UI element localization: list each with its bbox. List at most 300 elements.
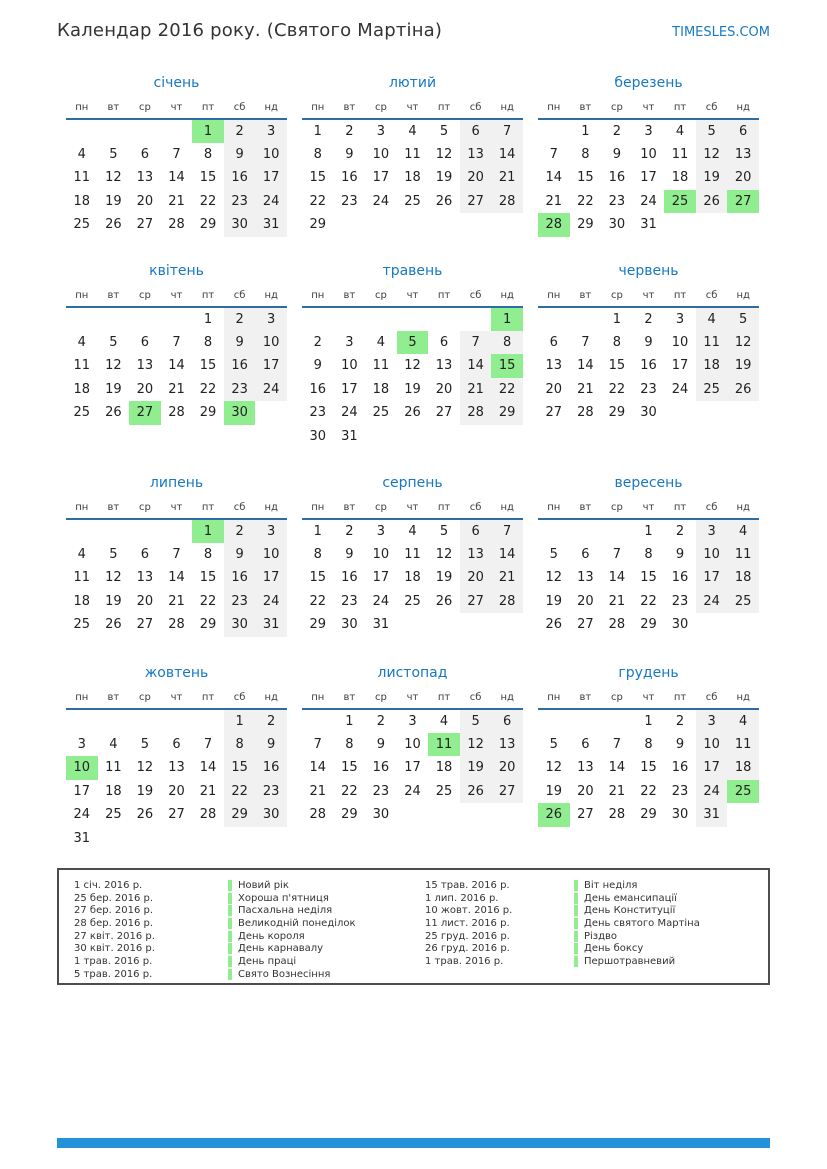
day-cell: 22	[341, 783, 358, 799]
month-block	[302, 261, 523, 473]
empty-cell	[98, 119, 130, 143]
empty-cell	[570, 307, 602, 331]
day-cell: 21	[168, 381, 185, 397]
day-cell: 9	[376, 736, 386, 752]
empty-cell	[66, 307, 98, 331]
day-cell: 18	[404, 170, 421, 186]
weekday-header: сб	[696, 98, 728, 119]
day-cell: 29	[199, 617, 217, 633]
legend-holiday-name: День праці	[238, 955, 297, 967]
day-cell: 19	[545, 593, 563, 609]
day-cell: 6	[140, 334, 150, 350]
legend-date: 15 трав. 2016 р.	[425, 879, 510, 891]
weekend-day-cell: 13	[460, 543, 492, 567]
weekend-day-cell: 19	[727, 354, 759, 378]
day-cell: 3	[77, 736, 86, 752]
day-cell: 5	[439, 523, 449, 539]
day-cell: 10	[372, 146, 390, 162]
weekend-day-cell: 5	[727, 307, 759, 331]
legend-row	[74, 892, 356, 905]
weekend-day-cell: 3	[255, 307, 287, 331]
day-cell: 24	[640, 193, 657, 209]
month-block	[66, 473, 287, 663]
weekend-day-cell: 27	[460, 590, 492, 614]
weekday-header: вт	[98, 688, 130, 709]
weekend-day-cell: 20	[491, 756, 523, 780]
day-cell: 4	[408, 523, 417, 539]
day-cell: 19	[105, 193, 122, 209]
weekend-day-cell: 17	[255, 566, 287, 590]
legend-date: 10 жовт. 2016 р.	[425, 905, 513, 917]
day-cell: 12	[545, 760, 563, 776]
weekend-day-cell: 29	[491, 401, 523, 425]
legend-date: 25 бер. 2016 р.	[74, 892, 154, 904]
day-cell: 18	[73, 593, 91, 609]
day-cell: 1	[313, 123, 322, 139]
holiday-marker-icon	[228, 880, 232, 891]
weekend-day-cell: 3	[696, 519, 728, 543]
empty-cell	[727, 613, 759, 637]
weekday-header: чт	[161, 98, 193, 119]
months-grid	[66, 73, 759, 850]
weekend-day-cell: 3	[255, 119, 287, 143]
empty-cell	[460, 213, 492, 237]
day-cell: 7	[549, 146, 558, 162]
day-cell: 11	[671, 146, 689, 162]
day-cell: 1	[313, 523, 322, 539]
holiday-marker-icon	[574, 956, 578, 967]
weekday-header: пн	[66, 98, 98, 119]
day-cell: 1	[644, 523, 653, 539]
day-cell: 20	[545, 381, 563, 397]
day-cell: 4	[376, 334, 386, 350]
day-cell: 25	[73, 405, 91, 421]
empty-cell	[538, 709, 570, 733]
month-title: квітень	[149, 263, 204, 279]
legend-date: 1 січ. 2016 р.	[74, 879, 143, 891]
legend-holiday-name: День карнавалу	[238, 943, 324, 955]
day-cell: 20	[435, 381, 453, 397]
day-cell: 9	[313, 358, 322, 374]
day-cell: 28	[309, 807, 327, 823]
weekday-header: вт	[570, 98, 602, 119]
weekend-day-cell: 12	[696, 143, 728, 167]
weekday-header: вт	[334, 286, 366, 307]
weekend-day-cell: 6	[727, 119, 759, 143]
weekday-header: вт	[98, 498, 130, 519]
day-cell: 14	[168, 170, 185, 186]
day-cell: 5	[549, 736, 558, 752]
site-link[interactable]: TIMESLES.COM	[672, 25, 770, 40]
day-cell: 8	[644, 546, 653, 562]
day-cell: 20	[136, 593, 154, 609]
weekend-day-cell: 26	[727, 378, 759, 402]
day-cell: 28	[577, 405, 594, 421]
weekend-day-cell: 10	[255, 543, 287, 567]
day-cell: 20	[168, 783, 185, 799]
weekday-header: сб	[460, 286, 492, 307]
day-cell: 18	[435, 760, 453, 776]
day-cell: 24	[341, 405, 358, 421]
weekend-day-cell: 13	[727, 143, 759, 167]
day-cell: 12	[105, 570, 122, 586]
day-cell: 17	[404, 760, 421, 776]
day-cell: 7	[172, 146, 181, 162]
day-cell: 1	[612, 311, 622, 327]
day-cell: 8	[203, 146, 213, 162]
holiday-day-cell: 5	[397, 331, 429, 355]
day-cell: 15	[199, 570, 217, 586]
day-cell: 12	[435, 146, 453, 162]
day-cell: 4	[77, 546, 86, 562]
empty-cell	[696, 213, 728, 237]
day-cell: 16	[608, 170, 626, 186]
weekend-day-cell: 20	[727, 166, 759, 190]
day-cell: 4	[77, 334, 86, 350]
weekend-day-cell: 8	[491, 331, 523, 355]
day-cell: 29	[640, 807, 657, 823]
day-cell: 5	[109, 546, 118, 562]
month-title: жовтень	[144, 665, 209, 681]
day-cell: 8	[313, 546, 322, 562]
weekend-day-cell: 14	[491, 143, 523, 167]
day-cell: 8	[612, 334, 622, 350]
day-cell: 25	[404, 193, 421, 209]
day-cell: 2	[675, 713, 685, 729]
weekday-header: ср	[129, 98, 161, 119]
empty-cell	[397, 425, 429, 449]
weekend-day-cell: 4	[727, 709, 759, 733]
empty-cell	[66, 119, 98, 143]
month-block	[302, 73, 523, 261]
day-cell: 10	[341, 358, 358, 374]
day-cell: 22	[309, 193, 327, 209]
day-cell: 22	[199, 381, 217, 397]
day-cell: 29	[577, 217, 594, 233]
weekend-day-cell: 10	[696, 733, 728, 757]
day-cell: 14	[545, 170, 563, 186]
day-cell: 26	[435, 193, 453, 209]
holiday-day-cell: 25	[664, 190, 696, 214]
empty-cell	[696, 613, 728, 637]
empty-cell	[302, 709, 334, 733]
holiday-marker-icon	[228, 956, 232, 967]
day-cell: 30	[309, 428, 327, 444]
holiday-marker-icon	[574, 918, 578, 929]
day-cell: 4	[77, 146, 86, 162]
weekday-header: ср	[365, 286, 397, 307]
day-cell: 21	[608, 593, 626, 609]
day-cell: 21	[309, 783, 327, 799]
day-cell: 13	[545, 358, 563, 374]
day-cell: 4	[408, 123, 417, 139]
day-cell: 28	[168, 217, 185, 233]
legend-holiday-name: День боксу	[584, 943, 644, 955]
day-cell: 17	[73, 783, 91, 799]
day-cell: 16	[309, 381, 327, 397]
day-cell: 2	[376, 713, 386, 729]
empty-cell	[727, 213, 759, 237]
legend-row	[425, 904, 700, 917]
day-cell: 29	[199, 217, 217, 233]
weekend-day-cell: 30	[224, 613, 256, 637]
holiday-marker-icon	[228, 969, 232, 980]
weekday-header: нд	[727, 98, 759, 119]
day-cell: 1	[203, 311, 213, 327]
weekday-header: чт	[161, 498, 193, 519]
day-cell: 18	[73, 193, 91, 209]
weekend-day-cell: 5	[460, 709, 492, 733]
day-cell: 10	[671, 334, 689, 350]
legend-holiday-name: Першотравневий	[584, 955, 676, 967]
weekend-day-cell: 9	[224, 543, 256, 567]
weekday-header: сб	[224, 98, 256, 119]
month-title: вересень	[614, 475, 683, 491]
empty-cell	[129, 307, 161, 331]
day-cell: 25	[73, 217, 91, 233]
weekend-day-cell: 10	[255, 331, 287, 355]
weekend-day-cell: 19	[460, 756, 492, 780]
legend-row	[74, 917, 356, 930]
day-cell: 31	[341, 428, 358, 444]
day-cell: 28	[199, 807, 217, 823]
legend-holiday-name: Свято Вознесіння	[238, 968, 331, 980]
day-cell: 28	[168, 617, 185, 633]
weekend-day-cell: 28	[491, 590, 523, 614]
day-cell: 15	[309, 570, 327, 586]
weekend-day-cell: 14	[491, 543, 523, 567]
legend-date: 25 груд. 2016 р.	[425, 930, 510, 942]
empty-cell	[460, 613, 492, 637]
day-cell: 6	[581, 736, 590, 752]
empty-cell	[66, 519, 98, 543]
weekday-header: пн	[538, 688, 570, 709]
weekend-day-cell: 17	[255, 166, 287, 190]
day-cell: 14	[608, 760, 626, 776]
month-block	[66, 73, 287, 261]
empty-cell	[161, 827, 193, 851]
weekend-day-cell: 12	[727, 331, 759, 355]
empty-cell	[491, 425, 523, 449]
month-title: липень	[149, 475, 204, 491]
weekday-header: пт	[192, 98, 224, 119]
day-cell: 25	[73, 617, 91, 633]
weekend-day-cell: 30	[224, 213, 256, 237]
day-cell: 29	[640, 617, 657, 633]
weekday-header: ср	[129, 688, 161, 709]
weekday-header: сб	[460, 498, 492, 519]
holiday-day-cell: 1	[192, 519, 224, 543]
day-cell: 1	[581, 123, 590, 139]
weekday-header: нд	[255, 98, 287, 119]
weekend-day-cell: 2	[255, 709, 287, 733]
day-cell: 27	[577, 617, 594, 633]
empty-cell	[302, 307, 334, 331]
weekday-header: чт	[633, 98, 665, 119]
day-cell: 22	[309, 593, 327, 609]
empty-cell	[66, 709, 98, 733]
day-cell: 18	[105, 783, 122, 799]
day-cell: 18	[671, 170, 689, 186]
month-title: червень	[618, 263, 679, 279]
day-cell: 30	[608, 217, 626, 233]
empty-cell	[491, 213, 523, 237]
empty-cell	[192, 827, 224, 851]
empty-cell	[129, 827, 161, 851]
legend-date: 26 груд. 2016 р.	[425, 943, 510, 955]
weekday-header: вт	[334, 688, 366, 709]
weekend-day-cell: 14	[460, 354, 492, 378]
day-cell: 11	[404, 546, 421, 562]
day-cell: 25	[105, 807, 122, 823]
day-cell: 2	[345, 123, 354, 139]
weekend-day-cell: 23	[224, 590, 256, 614]
day-cell: 21	[577, 381, 594, 397]
weekend-day-cell: 6	[460, 519, 492, 543]
legend-date: 27 квіт. 2016 р.	[74, 930, 155, 942]
weekend-day-cell: 27	[460, 190, 492, 214]
legend-holiday-name: Хороша п'ятниця	[238, 892, 329, 904]
weekend-day-cell: 12	[460, 733, 492, 757]
day-cell: 22	[577, 193, 594, 209]
month-title: травень	[382, 263, 443, 279]
empty-cell	[161, 307, 193, 331]
holiday-marker-icon	[228, 905, 232, 916]
weekday-header: ср	[601, 498, 633, 519]
weekday-header: сб	[696, 286, 728, 307]
month-title: листопад	[377, 665, 448, 681]
day-cell: 27	[545, 405, 563, 421]
weekday-header: пт	[192, 286, 224, 307]
empty-cell	[664, 401, 696, 425]
weekday-header: пт	[428, 498, 460, 519]
day-cell: 2	[675, 523, 685, 539]
empty-cell	[428, 613, 460, 637]
day-cell: 9	[675, 546, 685, 562]
weekday-header: пн	[302, 498, 334, 519]
day-cell: 9	[612, 146, 622, 162]
empty-cell	[161, 119, 193, 143]
weekend-day-cell: 26	[460, 780, 492, 804]
day-cell: 1	[345, 713, 354, 729]
day-cell: 21	[199, 783, 217, 799]
legend-holiday-name: Різдво	[584, 930, 618, 942]
empty-cell	[255, 827, 287, 851]
empty-cell	[98, 709, 130, 733]
day-cell: 2	[313, 334, 322, 350]
day-cell: 16	[671, 760, 689, 776]
day-cell: 19	[105, 593, 122, 609]
day-cell: 13	[577, 760, 594, 776]
day-cell: 7	[313, 736, 322, 752]
month-block	[302, 663, 523, 850]
holiday-day-cell: 30	[224, 401, 256, 425]
day-cell: 7	[612, 546, 622, 562]
legend-row	[74, 968, 356, 981]
holiday-day-cell: 1	[491, 307, 523, 331]
empty-cell	[727, 401, 759, 425]
empty-cell	[397, 803, 429, 827]
day-cell: 26	[136, 807, 154, 823]
empty-cell	[98, 519, 130, 543]
day-cell: 12	[404, 358, 421, 374]
legend-row	[425, 892, 700, 905]
day-cell: 5	[109, 146, 118, 162]
day-cell: 14	[168, 358, 185, 374]
weekend-day-cell: 24	[696, 590, 728, 614]
day-cell: 17	[372, 170, 390, 186]
weekend-day-cell: 31	[255, 213, 287, 237]
weekend-day-cell: 16	[224, 166, 256, 190]
day-cell: 8	[203, 546, 213, 562]
empty-cell	[397, 613, 429, 637]
weekend-day-cell: 11	[696, 331, 728, 355]
empty-cell	[129, 519, 161, 543]
weekday-header: нд	[491, 98, 523, 119]
weekday-header: ср	[365, 98, 397, 119]
weekend-day-cell: 21	[491, 566, 523, 590]
day-cell: 16	[671, 570, 689, 586]
day-cell: 17	[671, 358, 689, 374]
weekday-header: чт	[397, 286, 429, 307]
day-cell: 6	[140, 546, 150, 562]
day-cell: 12	[136, 760, 154, 776]
day-cell: 3	[675, 311, 685, 327]
day-cell: 2	[612, 123, 622, 139]
weekend-day-cell: 17	[696, 566, 728, 590]
day-cell: 23	[671, 783, 689, 799]
weekend-day-cell: 7	[460, 331, 492, 355]
legend-row	[74, 879, 356, 892]
day-cell: 16	[640, 358, 657, 374]
day-cell: 27	[168, 807, 185, 823]
legend-date: 28 бер. 2016 р.	[74, 917, 154, 929]
day-cell: 27	[136, 617, 154, 633]
weekend-day-cell: 17	[696, 756, 728, 780]
empty-cell	[129, 709, 161, 733]
holiday-marker-icon	[574, 931, 578, 942]
weekday-header: пн	[66, 286, 98, 307]
holiday-day-cell: 10	[66, 756, 98, 780]
legend-column-left	[74, 879, 356, 981]
holiday-marker-icon	[228, 893, 232, 904]
holiday-marker-icon	[228, 943, 232, 954]
day-cell: 10	[404, 736, 421, 752]
day-cell: 23	[671, 593, 689, 609]
weekday-header: пт	[192, 688, 224, 709]
day-cell: 8	[581, 146, 590, 162]
day-cell: 20	[136, 193, 154, 209]
day-cell: 14	[199, 760, 217, 776]
day-cell: 14	[577, 358, 594, 374]
day-cell: 26	[105, 405, 122, 421]
legend-date: 5 трав. 2016 р.	[74, 968, 153, 980]
weekday-header: нд	[255, 286, 287, 307]
empty-cell	[428, 307, 460, 331]
day-cell: 23	[372, 783, 390, 799]
weekend-day-cell: 31	[696, 803, 728, 827]
weekend-day-cell: 24	[255, 378, 287, 402]
day-cell: 3	[408, 713, 417, 729]
day-cell: 16	[341, 570, 358, 586]
weekday-header: сб	[224, 498, 256, 519]
empty-cell	[192, 709, 224, 733]
day-cell: 18	[372, 381, 390, 397]
day-cell: 6	[140, 146, 150, 162]
weekday-header: вт	[98, 286, 130, 307]
weekend-day-cell: 10	[696, 543, 728, 567]
weekday-header: нд	[727, 498, 759, 519]
